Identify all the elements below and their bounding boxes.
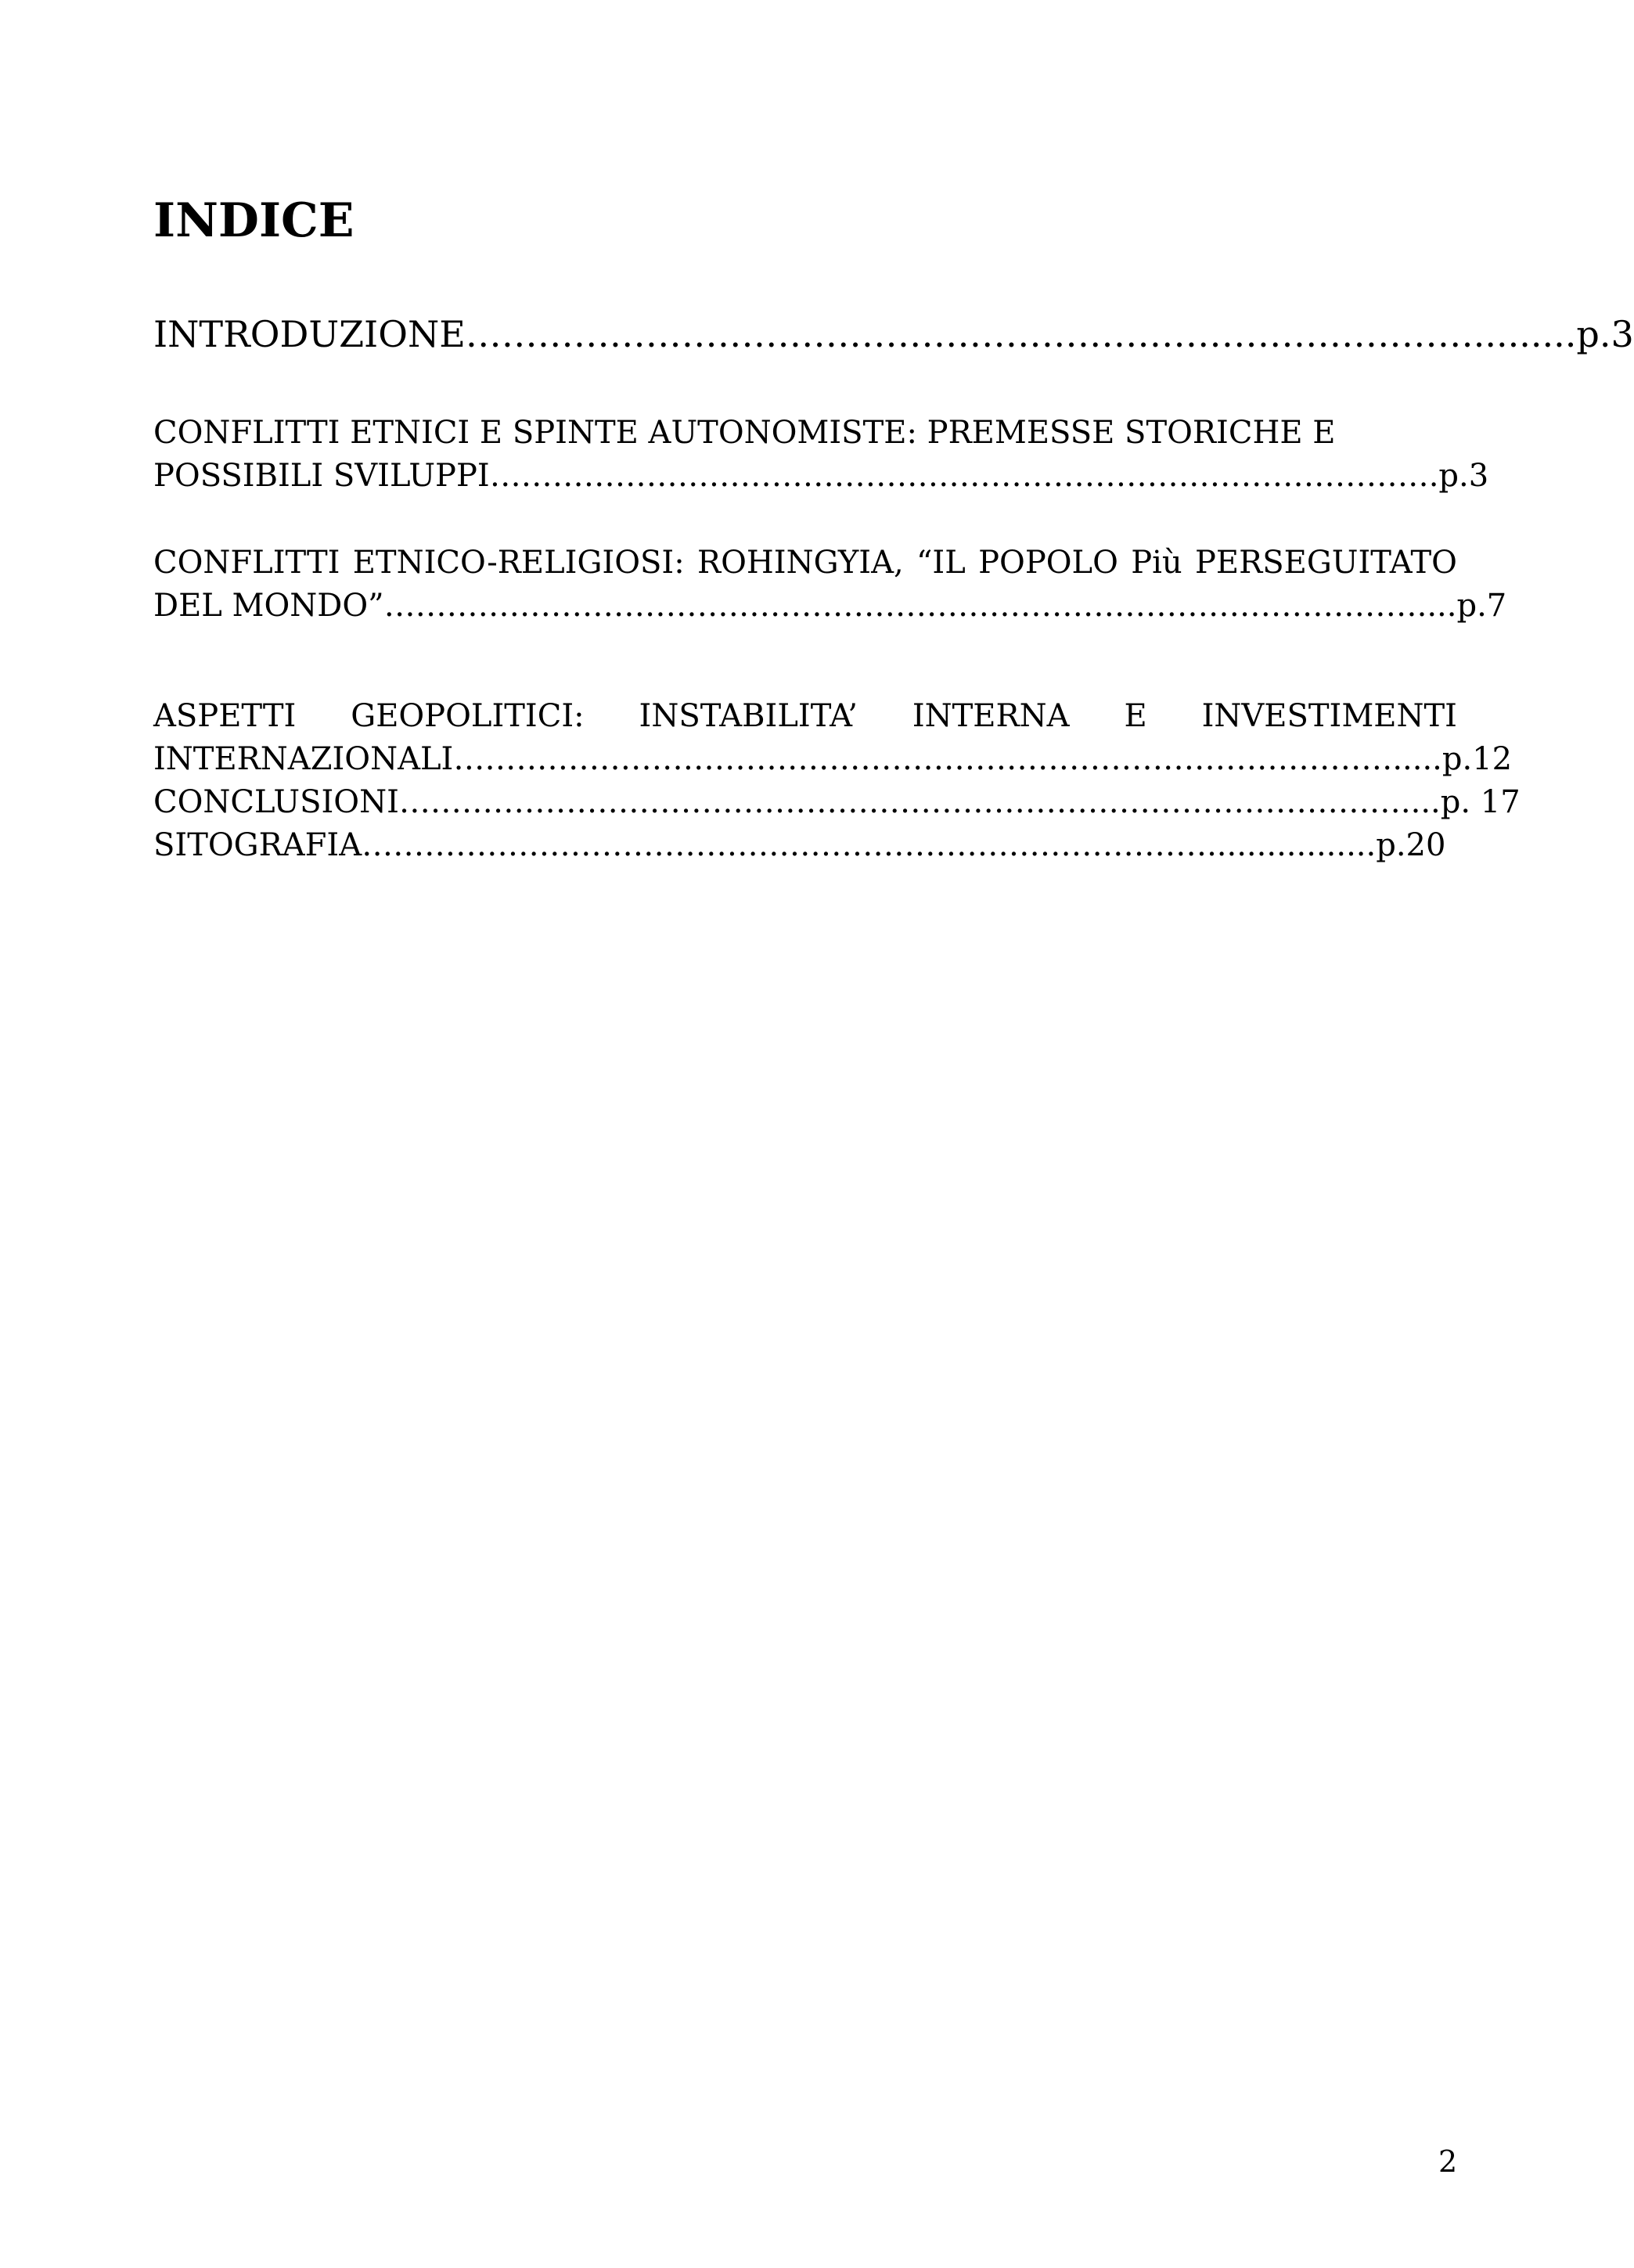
toc-title: INDICE — [153, 193, 355, 248]
toc-word: “IL — [916, 545, 966, 581]
toc-entry-conflitti-etnici — [153, 412, 1489, 498]
toc-entry-line: DEL MONDO”………………………………………………………………………………………....p.7 — [153, 588, 1507, 624]
toc-word: INSTABILITA’ — [639, 698, 858, 734]
toc-word: Più — [1131, 545, 1182, 581]
toc-entry-line: CONFLITTI ETNICI E SPINTE AUTONOMISTE: PREMESSE STORICHE E — [153, 415, 1336, 451]
toc-word: INVESTIMENTI — [1201, 698, 1457, 734]
toc-entry-conflitti-etnico-religiosi — [153, 542, 1507, 628]
toc-entry-introduzione — [153, 311, 1634, 357]
toc-entry-line: INTERNAZIONALI……………………………………………………………………………….....p.12 — [153, 741, 1513, 777]
toc-word: CONFLITTI — [153, 545, 340, 581]
page-number: 2 — [1438, 2144, 1458, 2179]
toc-word: ASPETTI — [153, 698, 297, 734]
toc-word: ETNICO-RELIGIOSI: — [352, 545, 685, 581]
toc-word: ROHINGYIA, — [697, 545, 904, 581]
toc-entry-line: SITOGRAFIA……………………………………………………………………….................p.20 — [153, 827, 1446, 863]
toc-word: INTERNA — [912, 698, 1070, 734]
toc-word: E — [1124, 698, 1147, 734]
toc-word: PERSEGUITATO — [1194, 545, 1457, 581]
toc-entry-line-justified — [153, 695, 1457, 738]
toc-word: GEOPOLITICI: — [351, 698, 585, 734]
toc-entry-line: POSSIBILI SVILUPPI……………………………………………………………………………….p.3 — [153, 458, 1489, 494]
toc-entry-line-justified — [153, 542, 1457, 585]
toc-entry-line: CONCLUSIONI……………………………………………………………………………………....p. 17 — [153, 784, 1521, 820]
toc-entry-aspetti-geopolitici — [153, 695, 1521, 867]
toc-entry-line: INTRODUZIONE………………………………………………………………………….........p.3 — [153, 313, 1634, 355]
toc-word: POPOLO — [978, 545, 1118, 581]
